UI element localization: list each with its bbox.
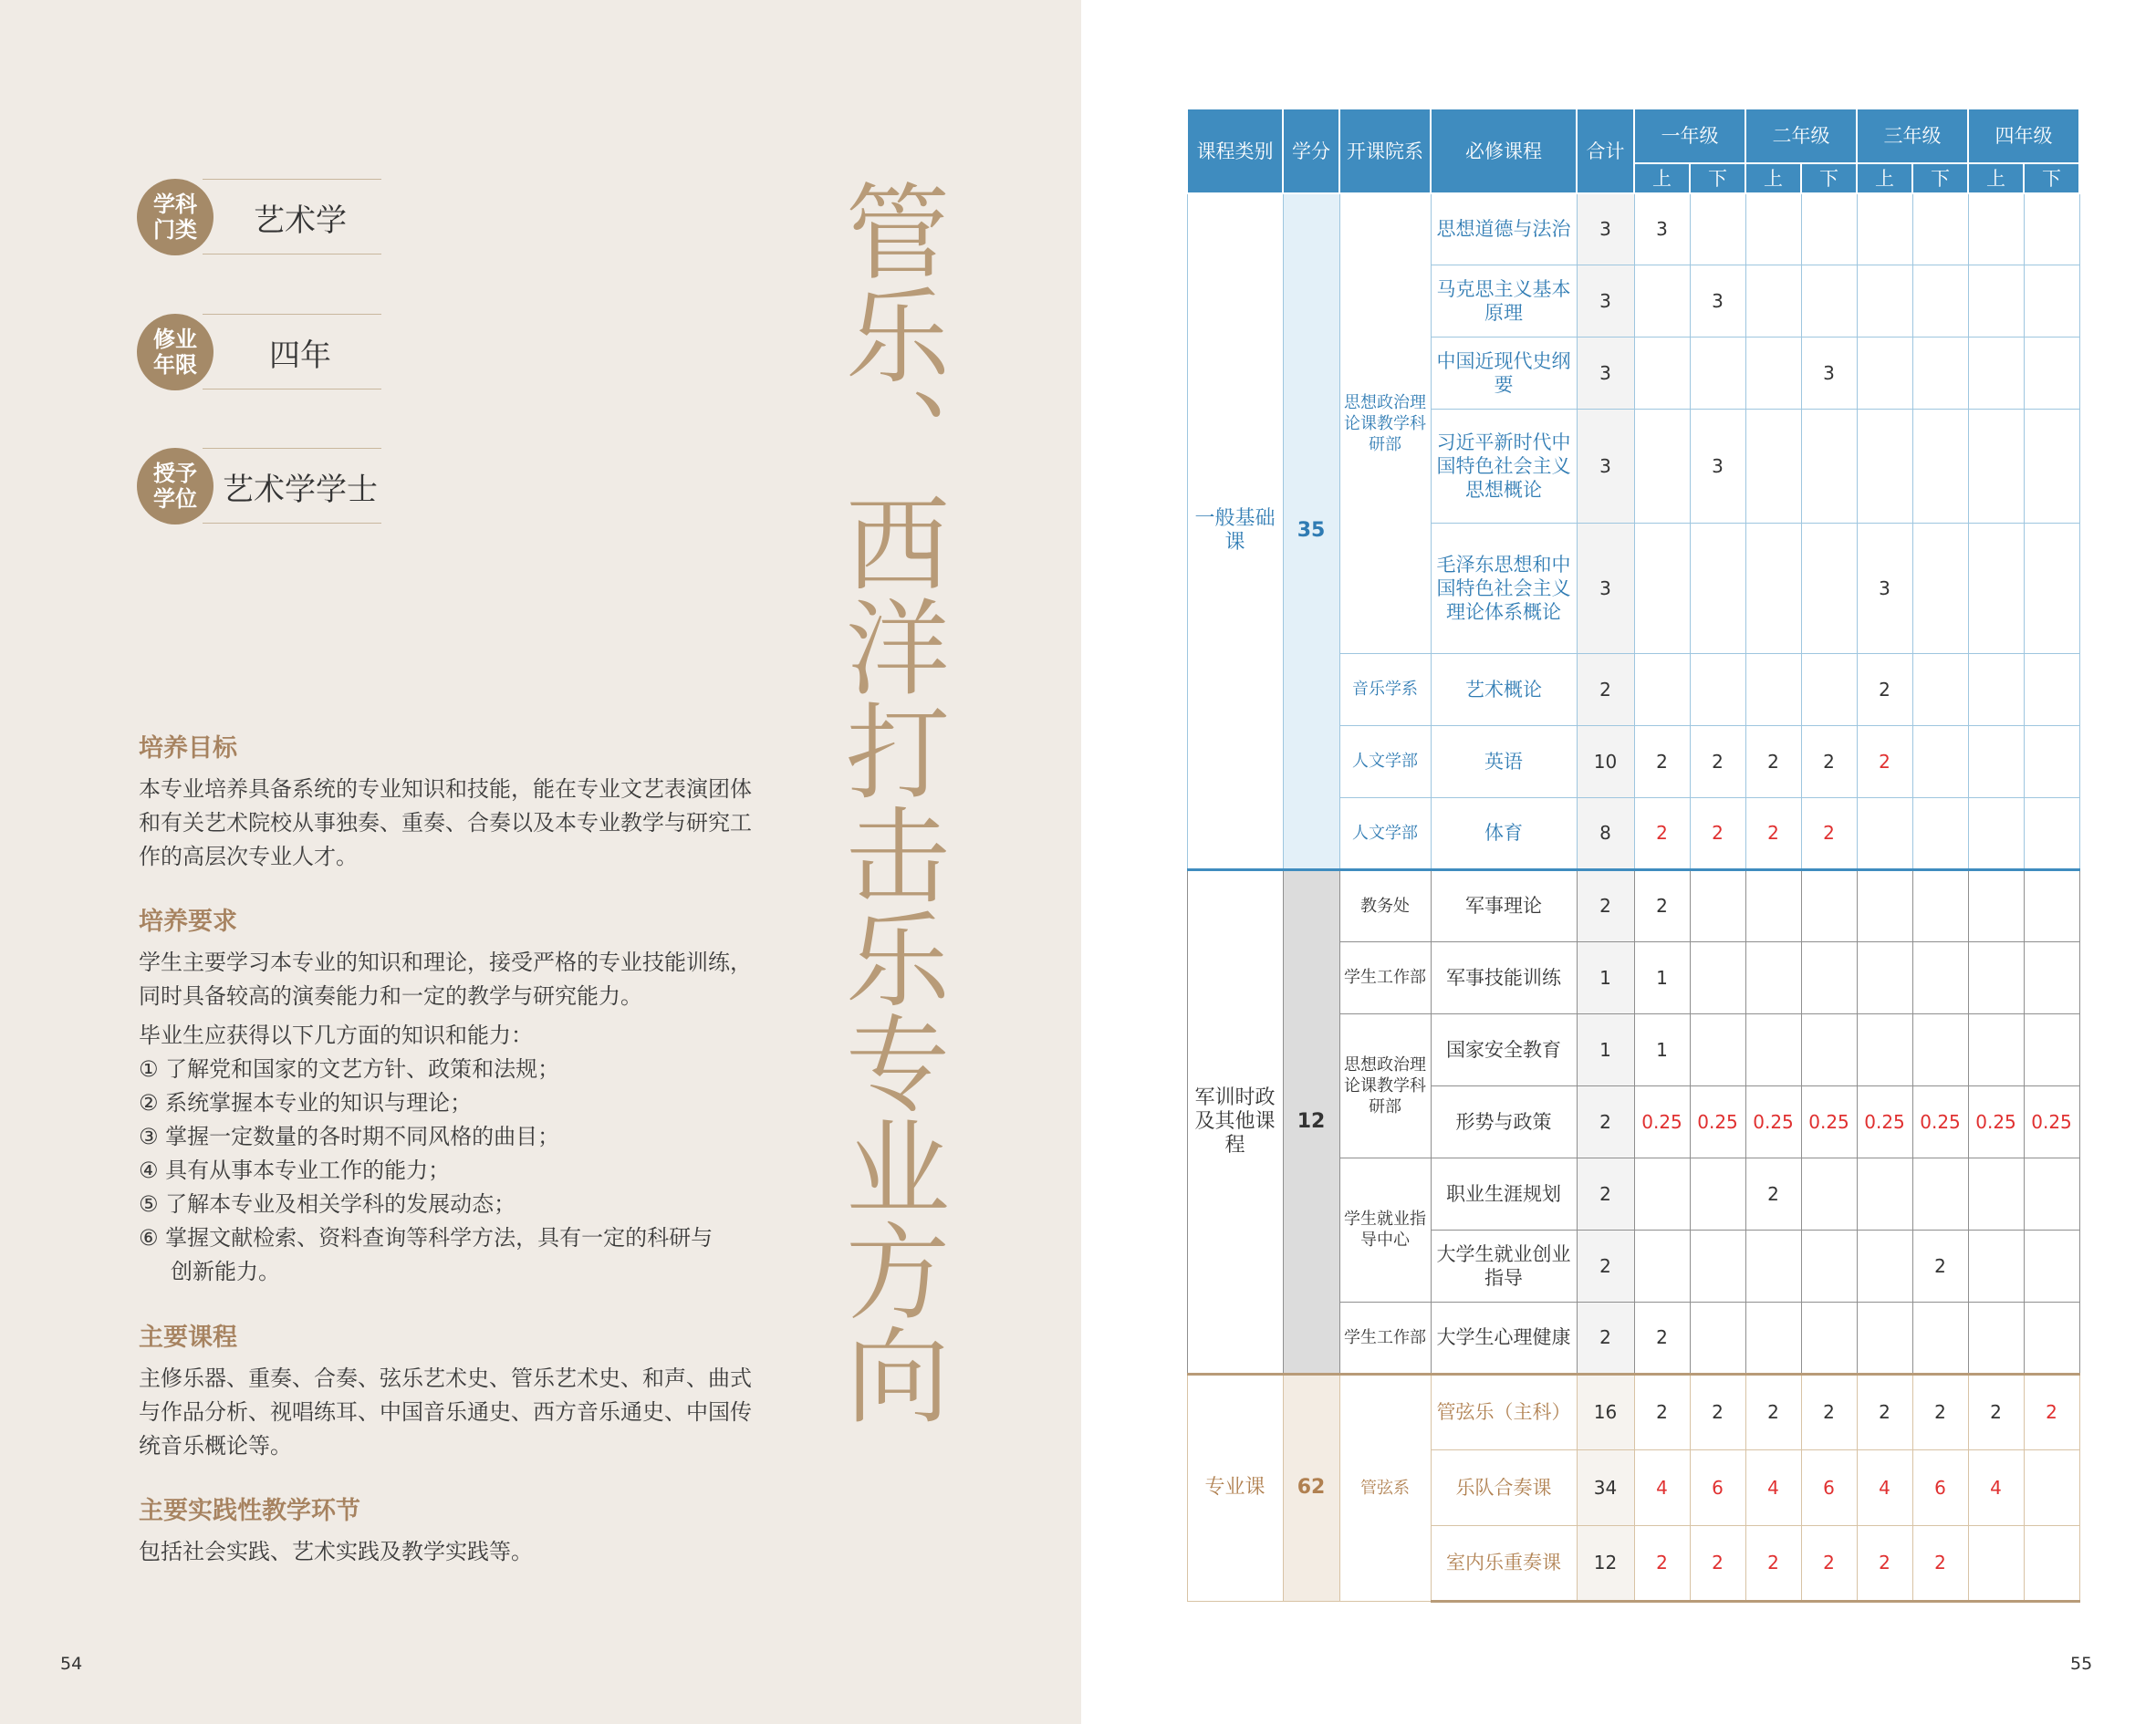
sem-cell: 2 xyxy=(1968,1374,2024,1449)
sem-cell xyxy=(1690,1230,1745,1302)
sem-cell xyxy=(2024,265,2079,337)
section-courses xyxy=(139,1317,768,1463)
header-down: 下 xyxy=(2024,163,2079,193)
divider xyxy=(203,523,381,524)
sem-cell xyxy=(1912,193,1968,265)
course-cell: 大学生就业创业指导 xyxy=(1431,1230,1577,1302)
sem-cell xyxy=(1690,337,1745,409)
sem-cell xyxy=(1801,523,1857,653)
sem-cell: 2 xyxy=(1745,1525,1801,1601)
dept-cell: 思想政治理论课教学科研部 xyxy=(1339,193,1431,653)
total-cell: 16 xyxy=(1577,1374,1634,1449)
sem-cell: 4 xyxy=(1745,1449,1801,1525)
sem-cell xyxy=(1857,409,1912,523)
sem-cell xyxy=(1634,265,1690,337)
sem-cell xyxy=(1745,653,1801,725)
header-down: 下 xyxy=(1912,163,1968,193)
sem-cell: 0.25 xyxy=(1690,1085,1745,1158)
sem-cell xyxy=(1912,523,1968,653)
total-cell: 3 xyxy=(1577,265,1634,337)
header-up: 上 xyxy=(1968,163,2024,193)
sem-cell xyxy=(1634,409,1690,523)
course-cell: 中国近现代史纲要 xyxy=(1431,337,1577,409)
degree-value: 艺术学学士 xyxy=(223,472,378,508)
sem-cell xyxy=(1690,1158,1745,1230)
header-dept: 开课院系 xyxy=(1339,109,1431,193)
sem-cell xyxy=(1857,797,1912,869)
dept-cell: 人文学部 xyxy=(1339,725,1431,797)
sem-cell xyxy=(1968,409,2024,523)
header-year-4: 四年级 xyxy=(1968,109,2079,163)
sem-cell xyxy=(1745,1013,1801,1085)
sem-cell xyxy=(1857,1302,1912,1374)
duration-badge: 修业年限 xyxy=(137,314,214,390)
sem-cell: 2 xyxy=(1801,1374,1857,1449)
sem-cell xyxy=(2024,1302,2079,1374)
category-cell: 一般基础课 xyxy=(1187,193,1283,869)
sem-cell: 2 xyxy=(1745,1374,1801,1449)
sem-cell xyxy=(1912,869,1968,941)
req-item: 创新能力。 xyxy=(171,1259,280,1284)
divider xyxy=(203,314,381,315)
sem-cell xyxy=(1745,523,1801,653)
sem-cell: 2 xyxy=(1634,797,1690,869)
course-cell: 国家安全教育 xyxy=(1431,1013,1577,1085)
header-year-2: 二年级 xyxy=(1745,109,1857,163)
practice-heading: 主要实践性教学环节 xyxy=(139,1497,360,1525)
sem-cell xyxy=(1968,725,2024,797)
sem-cell xyxy=(2024,1158,2079,1230)
sem-cell xyxy=(1912,725,1968,797)
sem-cell xyxy=(2024,941,2079,1013)
sem-cell xyxy=(2024,193,2079,265)
header-up: 上 xyxy=(1634,163,1690,193)
sem-cell xyxy=(1690,193,1745,265)
goal-text: 本专业培养具备系统的专业知识和技能，能在专业文艺表演团体和有关艺术院校从事独奏、重奏、合奏以及本专业教学与研究工作的高层次专业人才。 xyxy=(139,776,752,869)
sem-cell: 4 xyxy=(1968,1449,2024,1525)
sem-cell xyxy=(1968,653,2024,725)
sem-cell: 4 xyxy=(1634,1449,1690,1525)
dept-cell: 学生工作部 xyxy=(1339,941,1431,1013)
total-cell: 10 xyxy=(1577,725,1634,797)
subject-badge: 学科门类 xyxy=(137,179,214,255)
sem-cell xyxy=(2024,1230,2079,1302)
sem-cell: 2 xyxy=(1857,653,1912,725)
sem-cell xyxy=(1801,1302,1857,1374)
sem-cell: 0.25 xyxy=(1801,1085,1857,1158)
sem-cell: 0.25 xyxy=(1912,1085,1968,1158)
sem-cell: 2 xyxy=(1745,725,1801,797)
credits-cell: 62 xyxy=(1283,1374,1339,1601)
sem-cell: 2 xyxy=(1634,725,1690,797)
course-cell: 毛泽东思想和中国特色社会主义理论体系概论 xyxy=(1431,523,1577,653)
sem-cell xyxy=(1968,193,2024,265)
page-number-left: 54 xyxy=(60,1654,83,1674)
sem-cell xyxy=(2024,409,2079,523)
sem-cell: 2 xyxy=(2024,1374,2079,1449)
sem-cell xyxy=(1801,193,1857,265)
sem-cell xyxy=(1801,941,1857,1013)
total-cell: 1 xyxy=(1577,941,1634,1013)
sem-cell: 2 xyxy=(1690,1374,1745,1449)
sem-cell: 3 xyxy=(1801,337,1857,409)
total-cell: 8 xyxy=(1577,797,1634,869)
sem-cell xyxy=(1857,193,1912,265)
sem-cell xyxy=(2024,797,2079,869)
sem-cell: 2 xyxy=(1745,1158,1801,1230)
sem-cell xyxy=(1801,869,1857,941)
duration-value: 四年 xyxy=(269,338,331,374)
table-row xyxy=(1187,869,2079,941)
total-cell: 2 xyxy=(1577,1302,1634,1374)
sem-cell: 2 xyxy=(1690,797,1745,869)
sem-cell xyxy=(1745,337,1801,409)
sem-cell xyxy=(1745,869,1801,941)
page-number-right: 55 xyxy=(2070,1654,2093,1674)
req-heading: 培养要求 xyxy=(139,908,237,936)
header-category: 课程类别 xyxy=(1187,109,1283,193)
category-cell: 军训时政及其他课程 xyxy=(1187,869,1283,1374)
header-down: 下 xyxy=(1801,163,1857,193)
sem-cell xyxy=(2024,337,2079,409)
sem-cell: 6 xyxy=(1912,1449,1968,1525)
course-cell: 英语 xyxy=(1431,725,1577,797)
sem-cell xyxy=(1690,1013,1745,1085)
sem-cell xyxy=(2024,523,2079,653)
sem-cell: 0.25 xyxy=(1745,1085,1801,1158)
sem-cell xyxy=(1745,193,1801,265)
req-text: 学生主要学习本专业的知识和理论，接受严格的专业技能训练，同时具备较高的演奏能力和一定的教学与研究能力。 xyxy=(139,950,752,1009)
sem-cell xyxy=(1801,409,1857,523)
sem-cell: 3 xyxy=(1690,265,1745,337)
course-cell: 职业生涯规划 xyxy=(1431,1158,1577,1230)
sem-cell: 3 xyxy=(1634,193,1690,265)
sem-cell: 3 xyxy=(1690,409,1745,523)
course-cell: 思想道德与法治 xyxy=(1431,193,1577,265)
sem-cell: 2 xyxy=(1912,1374,1968,1449)
course-cell: 乐队合奏课 xyxy=(1431,1449,1577,1525)
sem-cell xyxy=(1634,523,1690,653)
req-item: ① 了解党和国家的文艺方针、政策和法规； xyxy=(139,1056,560,1082)
sem-cell: 2 xyxy=(1857,1525,1912,1601)
sem-cell xyxy=(1690,869,1745,941)
total-cell: 2 xyxy=(1577,653,1634,725)
divider xyxy=(203,179,381,180)
sem-cell xyxy=(1968,1525,2024,1601)
sem-cell xyxy=(1634,653,1690,725)
sem-cell xyxy=(1912,941,1968,1013)
sem-cell: 2 xyxy=(1634,1374,1690,1449)
header-credits: 学分 xyxy=(1283,109,1339,193)
sem-cell: 0.25 xyxy=(1634,1085,1690,1158)
sem-cell xyxy=(1634,337,1690,409)
sem-cell: 2 xyxy=(1634,1302,1690,1374)
sem-cell xyxy=(1912,1013,1968,1085)
course-cell: 管弦乐（主科） xyxy=(1431,1374,1577,1449)
sem-cell xyxy=(1690,653,1745,725)
info-degree xyxy=(137,448,381,524)
table-row xyxy=(1187,1374,2079,1449)
sem-cell: 4 xyxy=(1857,1449,1912,1525)
header-total: 合计 xyxy=(1577,109,1634,193)
sem-cell xyxy=(1857,337,1912,409)
sem-cell: 2 xyxy=(1690,725,1745,797)
total-cell: 2 xyxy=(1577,1230,1634,1302)
curriculum-table xyxy=(1186,108,2080,1603)
sem-cell: 3 xyxy=(1857,523,1912,653)
sem-cell xyxy=(1968,265,2024,337)
sem-cell xyxy=(1968,523,2024,653)
sem-cell xyxy=(1634,1230,1690,1302)
page-title: 管乐、西洋打击乐专业方向 xyxy=(828,178,950,1426)
info-duration xyxy=(137,314,381,390)
sem-cell xyxy=(1745,409,1801,523)
course-cell: 大学生心理健康 xyxy=(1431,1302,1577,1374)
req-item: ⑤ 了解本专业及相关学科的发展动态； xyxy=(139,1191,516,1217)
sem-cell xyxy=(1857,1013,1912,1085)
dept-cell: 思想政治理论课教学科研部 xyxy=(1339,1013,1431,1158)
divider xyxy=(203,448,381,449)
sem-cell: 2 xyxy=(1801,1525,1857,1601)
sem-cell: 2 xyxy=(1745,797,1801,869)
dept-cell: 管弦系 xyxy=(1339,1374,1431,1601)
header-up: 上 xyxy=(1857,163,1912,193)
sem-cell: 2 xyxy=(1690,1525,1745,1601)
sem-cell: 1 xyxy=(1634,1013,1690,1085)
sem-cell xyxy=(2024,653,2079,725)
sem-cell xyxy=(1745,1302,1801,1374)
sem-cell xyxy=(1857,265,1912,337)
sem-cell: 2 xyxy=(1912,1230,1968,1302)
sem-cell: 6 xyxy=(1690,1449,1745,1525)
practice-text: 包括社会实践、艺术实践及教学实践等。 xyxy=(139,1539,533,1564)
sem-cell xyxy=(1912,265,1968,337)
course-cell: 形势与政策 xyxy=(1431,1085,1577,1158)
header-year-1: 一年级 xyxy=(1634,109,1745,163)
sem-cell xyxy=(1745,941,1801,1013)
course-cell: 室内乐重奏课 xyxy=(1431,1525,1577,1601)
sem-cell xyxy=(2024,1013,2079,1085)
sem-cell xyxy=(1968,1230,2024,1302)
category-cell: 专业课 xyxy=(1187,1374,1283,1601)
sem-cell: 0.25 xyxy=(1857,1085,1912,1158)
dept-cell: 教务处 xyxy=(1339,869,1431,941)
sem-cell xyxy=(2024,869,2079,941)
total-cell: 2 xyxy=(1577,1085,1634,1158)
sem-cell xyxy=(1690,523,1745,653)
sem-cell xyxy=(1745,1230,1801,1302)
sem-cell xyxy=(1968,941,2024,1013)
course-cell: 体育 xyxy=(1431,797,1577,869)
course-cell: 军事技能训练 xyxy=(1431,941,1577,1013)
req-item: ④ 具有从事本专业工作的能力； xyxy=(139,1158,451,1183)
table-row xyxy=(1187,193,2079,265)
course-heading: 主要课程 xyxy=(139,1324,237,1352)
sem-cell xyxy=(1801,1013,1857,1085)
sem-cell xyxy=(2024,725,2079,797)
sem-cell: 6 xyxy=(1801,1449,1857,1525)
header-up: 上 xyxy=(1745,163,1801,193)
dept-cell: 音乐学系 xyxy=(1339,653,1431,725)
sem-cell xyxy=(1801,653,1857,725)
sem-cell xyxy=(1745,265,1801,337)
total-cell: 1 xyxy=(1577,1013,1634,1085)
sem-cell xyxy=(1968,869,2024,941)
course-cell: 习近平新时代中国特色社会主义思想概论 xyxy=(1431,409,1577,523)
goal-heading: 培养目标 xyxy=(139,734,237,763)
credits-cell: 35 xyxy=(1283,193,1339,869)
total-cell: 3 xyxy=(1577,523,1634,653)
sem-cell xyxy=(1690,1302,1745,1374)
header-year-3: 三年级 xyxy=(1857,109,1968,163)
section-goal xyxy=(139,728,768,874)
sem-cell xyxy=(2024,1525,2079,1601)
course-cell: 马克思主义基本原理 xyxy=(1431,265,1577,337)
credits-cell: 12 xyxy=(1283,869,1339,1374)
sem-cell xyxy=(1912,337,1968,409)
sem-cell xyxy=(1968,797,2024,869)
sem-cell xyxy=(1968,337,2024,409)
course-text: 主修乐器、重奏、合奏、弦乐艺术史、管乐艺术史、和声、曲式与作品分析、视唱练耳、中国音乐通史、西方音乐通史、中国传统音乐概论等。 xyxy=(139,1366,752,1459)
section-requirements xyxy=(139,901,768,1289)
sem-cell: 2 xyxy=(1857,1374,1912,1449)
sem-cell xyxy=(1912,1302,1968,1374)
dept-cell: 学生就业指导中心 xyxy=(1339,1158,1431,1302)
total-cell: 2 xyxy=(1577,869,1634,941)
dept-cell: 人文学部 xyxy=(1339,797,1431,869)
sem-cell: 2 xyxy=(1634,1525,1690,1601)
sem-cell: 1 xyxy=(1634,941,1690,1013)
total-cell: 12 xyxy=(1577,1525,1634,1601)
sem-cell: 2 xyxy=(1912,1525,1968,1601)
sem-cell xyxy=(1857,941,1912,1013)
sem-cell xyxy=(1857,869,1912,941)
sem-cell xyxy=(1857,1230,1912,1302)
total-cell: 3 xyxy=(1577,337,1634,409)
sem-cell: 2 xyxy=(1801,725,1857,797)
sem-cell: 2 xyxy=(1857,725,1912,797)
total-cell: 2 xyxy=(1577,1158,1634,1230)
section-practice xyxy=(139,1490,768,1569)
req-text-2: 毕业生应获得以下几方面的知识和能力： xyxy=(139,1023,533,1048)
sem-cell: 0.25 xyxy=(1968,1085,2024,1158)
sem-cell xyxy=(1912,1158,1968,1230)
header-down: 下 xyxy=(1690,163,1745,193)
sem-cell xyxy=(1857,1158,1912,1230)
degree-badge: 授予学位 xyxy=(137,448,214,524)
sem-cell xyxy=(1968,1013,2024,1085)
sem-cell xyxy=(1912,653,1968,725)
total-cell: 34 xyxy=(1577,1449,1634,1525)
total-cell: 3 xyxy=(1577,409,1634,523)
req-item: ② 系统掌握本专业的知识与理论； xyxy=(139,1090,473,1116)
course-cell: 艺术概论 xyxy=(1431,653,1577,725)
sem-cell xyxy=(1634,1158,1690,1230)
sem-cell xyxy=(1801,1230,1857,1302)
total-cell: 3 xyxy=(1577,193,1634,265)
sem-cell xyxy=(2024,1449,2079,1525)
subject-value: 艺术学 xyxy=(254,203,347,239)
sem-cell xyxy=(1968,1158,2024,1230)
sem-cell: 0.25 xyxy=(2024,1085,2079,1158)
req-item: ⑥ 掌握文献检索、资料查询等科学方法，具有一定的科研与 xyxy=(139,1225,713,1251)
dept-cell: 学生工作部 xyxy=(1339,1302,1431,1374)
sem-cell xyxy=(1912,797,1968,869)
sem-cell: 2 xyxy=(1634,869,1690,941)
sem-cell xyxy=(1801,1158,1857,1230)
sem-cell xyxy=(1801,265,1857,337)
sem-cell xyxy=(1912,409,1968,523)
course-cell: 军事理论 xyxy=(1431,869,1577,941)
info-subject xyxy=(137,179,381,255)
sem-cell: 2 xyxy=(1801,797,1857,869)
sem-cell xyxy=(1690,941,1745,1013)
sem-cell xyxy=(1968,1302,2024,1374)
header-course: 必修课程 xyxy=(1431,109,1577,193)
req-item: ③ 掌握一定数量的各时期不同风格的曲目； xyxy=(139,1124,560,1149)
